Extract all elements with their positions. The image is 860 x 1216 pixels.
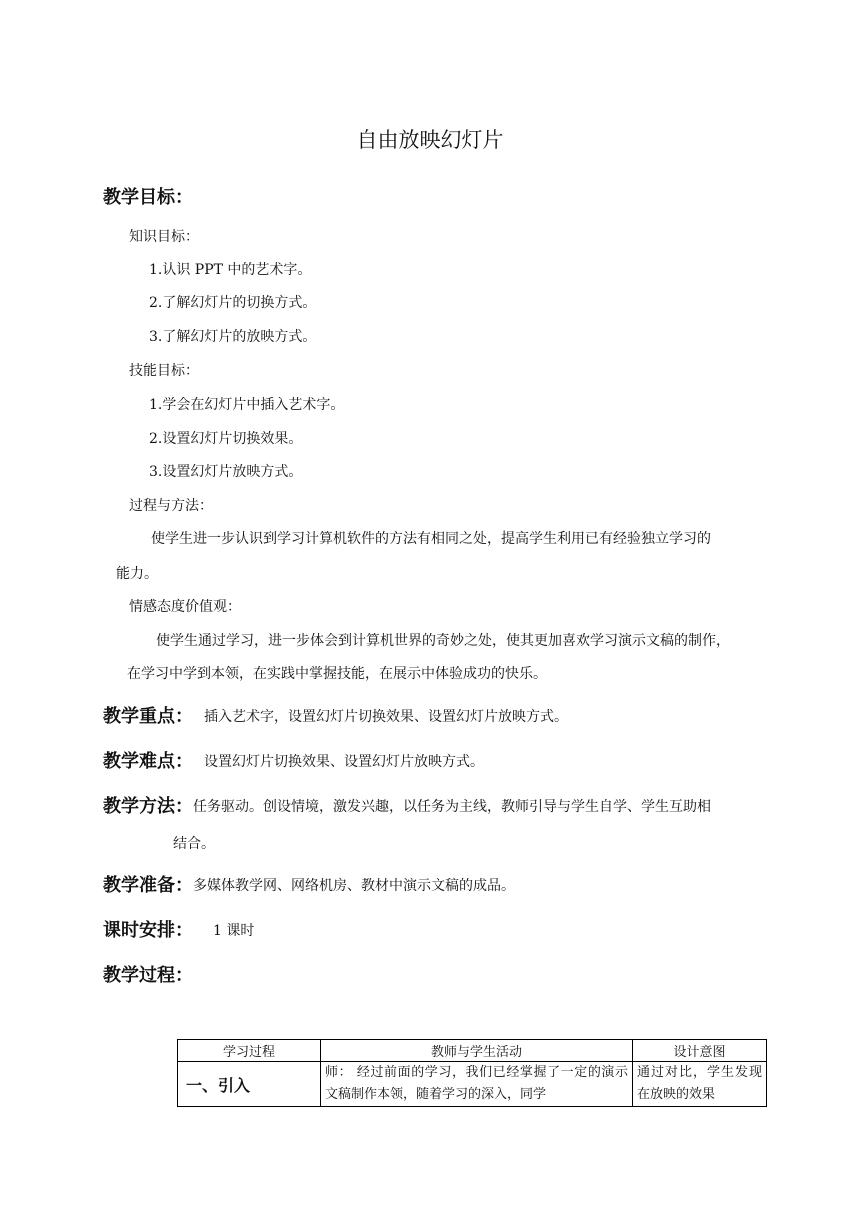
- table-row: [178, 1062, 767, 1107]
- objectives-heading: 教学目标：: [103, 187, 193, 208]
- skill-item: 2.设置幻灯片切换效果。: [149, 431, 303, 447]
- process-text-line: 能力。: [116, 566, 158, 582]
- column-header: 学习过程: [178, 1040, 321, 1062]
- process-label: 过程与方法：: [129, 498, 213, 514]
- key-points-heading: 教学重点：: [103, 706, 193, 727]
- intent-cell: 通过对比，学生发现在放映的效果: [633, 1062, 767, 1107]
- preparation-heading: 教学准备：: [103, 875, 193, 896]
- emotion-text-line: 在学习中学到本领，在实践中掌握技能，在展示中体验成功的快乐。: [127, 666, 547, 682]
- methods-text-line: 结合。: [173, 836, 215, 852]
- preparation-text: 多媒体教学网、网络机房、教材中演示文稿的成品。: [193, 878, 515, 894]
- stage-cell: 一、引入: [178, 1062, 321, 1107]
- knowledge-item: 3.了解幻灯片的放映方式。: [149, 329, 317, 345]
- process-text-line: 使学生进一步认识到学习计算机软件的方法有相同之处，提高学生利用已有经验独立学习的: [151, 531, 711, 547]
- activity-cell: 师： 经过前面的学习，我们已经掌握了一定的演示文稿制作本领，随着学习的深入，同学: [321, 1062, 633, 1107]
- difficulties-text: 设置幻灯片切换效果、设置幻灯片放映方式。: [204, 754, 484, 770]
- teaching-process-table: [177, 1039, 767, 1107]
- skill-label: 技能目标：: [129, 363, 199, 379]
- difficulties-heading: 教学难点：: [103, 751, 193, 772]
- process-heading: 教学过程：: [103, 965, 193, 986]
- column-header: 教师与学生活动: [321, 1040, 633, 1062]
- key-points-text: 插入艺术字，设置幻灯片切换效果、设置幻灯片放映方式。: [204, 709, 568, 725]
- emotion-text-line: 使学生通过学习，进一步体会到计算机世界的奇妙之处，使其更加喜欢学习演示文稿的制作，: [156, 633, 730, 649]
- skill-item: 3.设置幻灯片放映方式。: [149, 464, 303, 480]
- schedule-heading: 课时安排：: [103, 920, 193, 941]
- column-header: 设计意图: [633, 1040, 767, 1062]
- knowledge-item: 1.认识 PPT 中的艺术字。: [149, 262, 312, 278]
- table-header-row: [178, 1040, 767, 1062]
- skill-item: 1.学会在幻灯片中插入艺术字。: [149, 397, 345, 413]
- page-title: 自由放映幻灯片: [356, 128, 504, 152]
- schedule-text: 1 课时: [213, 923, 255, 939]
- methods-text-line: 任务驱动。创设情境，激发兴趣，以任务为主线，教师引导与学生自学、学生互助相: [193, 799, 711, 815]
- knowledge-item: 2.了解幻灯片的切换方式。: [149, 295, 317, 311]
- knowledge-label: 知识目标：: [129, 229, 199, 245]
- methods-heading: 教学方法：: [103, 796, 193, 817]
- emotion-label: 情感态度价值观：: [129, 599, 241, 615]
